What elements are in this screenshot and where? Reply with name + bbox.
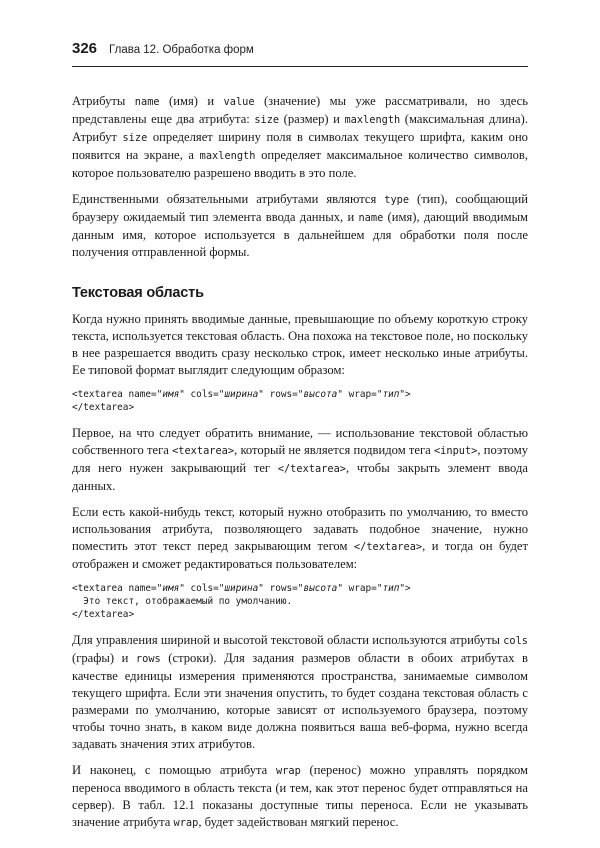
code-block-textarea-format: <textarea name="имя" cols="ширина" rows="высота" wrap="тип"> </textarea> bbox=[72, 389, 411, 413]
section-heading: Текстовая область bbox=[72, 285, 204, 301]
paragraph-default-text: Если есть какой-нибудь текст, который нужно отобразить по умолчанию, то вместо использования атрибута, позволяющего задавать подобное значение, нужно поместить этот текст перед закрывающим тегом </textarea>, и тогда он будет отображен и сможет редактироваться пользователем: bbox=[72, 505, 528, 571]
paragraph-textarea-tag: Первое, на что следует обратить внимание, — использование текстовой областью собственного тега <textarea>, который не является подвидом тега <input>, поэтому для него нужен закрывающий тег </textarea>, чтобы закрыть элемент ввода данных. bbox=[72, 426, 529, 493]
book-page bbox=[72, 40, 528, 841]
paragraph-required-attributes: Единственными обязательными атрибутами являются type (тип), сообщающий браузеру ожидаемый тип элемента ввода данных, и name (имя), дающий вводимым данным имя, которое используется в дальнейшем для обработки поля после получения отправленной формы. bbox=[72, 192, 529, 259]
code-block-textarea-default: <textarea name="имя" cols="ширина" rows="высота" wrap="тип"> Это текст, отображаемый по умолчанию. </textarea> bbox=[72, 583, 411, 620]
paragraph-textarea-intro: Когда нужно принять вводимые данные, превышающие по объему короткую строку текста, используется текстовая область. Она похожа на текстовое поле, но поскольку в нее разрешается вводить сразу несколько строк, имеет несколько иные атрибуты. Ее типовой формат выглядит следующим образом: bbox=[72, 312, 528, 377]
paragraph-wrap: И наконец, с помощью атрибута wrap (перенос) можно управлять порядком переноса вводимого в область текста (и тем, как этот перенос будет отправляться на сервер). В табл. 12.1 показаны доступные типы переноса. Если не указывать значение атрибута wrap, будет задействован мягкий перенос. bbox=[72, 763, 528, 829]
running-header bbox=[72, 40, 528, 67]
paragraph-cols-rows: Для управления шириной и высотой текстовой области используются атрибуты cols (графы) и rows (строки). Для задания размеров области в обоих атрибутах в качестве единицы измерения применяются пространства, занимаемые символом текущего шрифта. Если эти значения опустить, то будет создана текстовая область с размерами по умолчанию, которые зависят от используемого браузера, поэтому чтобы точно знать, в каком виде должна появиться ваша веб-форма, нужно всегда задавать значения этих атрибутов. bbox=[72, 633, 528, 751]
chapter-title: Глава 12. Обработка форм bbox=[109, 44, 254, 56]
paragraph-attributes-size-maxlength: Атрибуты name (имя) и value (значение) мы уже рассматривали, но здесь представлены еще два атрибута: size (размер) и maxlength (максимальная длина). Атрибут size определяет ширину поля в символах текущего шрифта, каким оно появится на экране, а maxlength определяет максимальное количество символов, которое пользователю разрешено вводить в это поле. bbox=[72, 94, 529, 180]
page-number: 326 bbox=[72, 40, 98, 57]
